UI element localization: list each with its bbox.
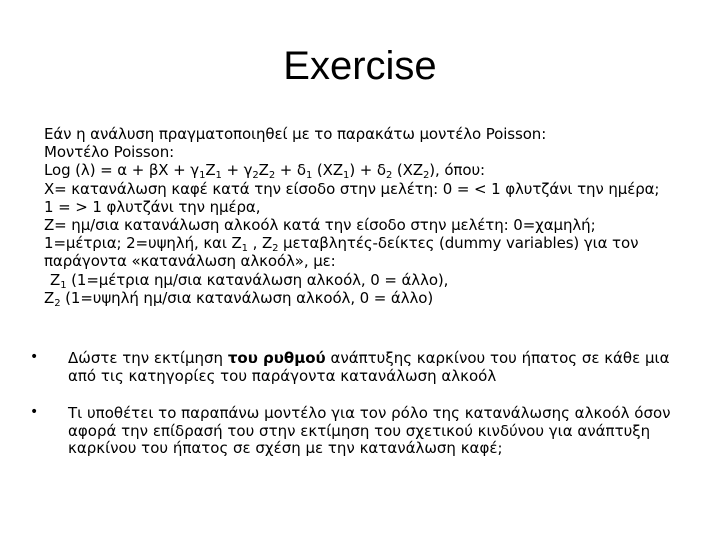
bullet-marker: • xyxy=(30,404,39,420)
slide-body xyxy=(44,125,684,307)
z2-definition: $Z_2$ (1=υψηλή ημ/σια κατανάλωση αλκοόλ, 0 = άλλο) xyxy=(44,288,434,309)
intro-line: Εάν η ανάλυση πραγματοποιηθεί με το παρακάτω μοντέλο Poisson: xyxy=(44,125,547,143)
x-definition: X= κατανάλωση καφέ κατά την είσοδο στην μελέτη: 0 = < 1 φλυτζάνι την ημέρα; xyxy=(44,179,660,198)
z-definition: Z= ημ/σια κατανάλωση αλκοόλ κατά την είσοδο στην μελέτη: 0=χαμηλή; xyxy=(44,216,596,235)
model-equation: Log $(\lambda) = \alpha + \beta X + \gamma_1Z_1 + \gamma_2Z_2 + \delta_1$ $(XZ_1) + \delta_2$ $(XZ_2)$, όπου: xyxy=(44,161,485,182)
z-definition-cont: 1=μέτρια; 2=υψηλή, και $Z_1$ , $Z_2$ μεταβλητές-δείκτες (dummy variables) για τον xyxy=(44,234,639,255)
question-list xyxy=(30,350,690,478)
question-item: • Τι υποθέτει το παραπάνω μοντέλο για τον ρόλο της κατανάλωσης αλκοόλ όσον αφορά την επίδρασή του στην εκτίμηση του σχετικού κινδύνου για ανάπτυξη καρκίνου του ήπατος σε σχέση με την κατανάλωση καφέ; xyxy=(30,404,671,457)
slide-title: Exercise xyxy=(283,44,437,88)
z-definition-cont2: παράγοντα «κατανάλωση αλκοόλ», με: xyxy=(44,252,336,271)
z1-definition: $Z_1$ (1=μέτρια ημ/σια κατανάλωση αλκοόλ, 0 = άλλο), xyxy=(50,270,449,291)
x-definition-cont: 1 = > 1 φλυτζάνι την ημέρα, xyxy=(44,197,261,216)
model-label: Μοντέλο Poisson: xyxy=(44,143,175,162)
question-item: • Δώστε την εκτίμηση του ρυθμού ανάπτυξης καρκίνου του ήπατος σε κάθε μια από τις κατηγορίες του παράγοντα κατανάλωση αλκοόλ xyxy=(30,349,670,385)
bullet-marker: • xyxy=(30,349,39,365)
